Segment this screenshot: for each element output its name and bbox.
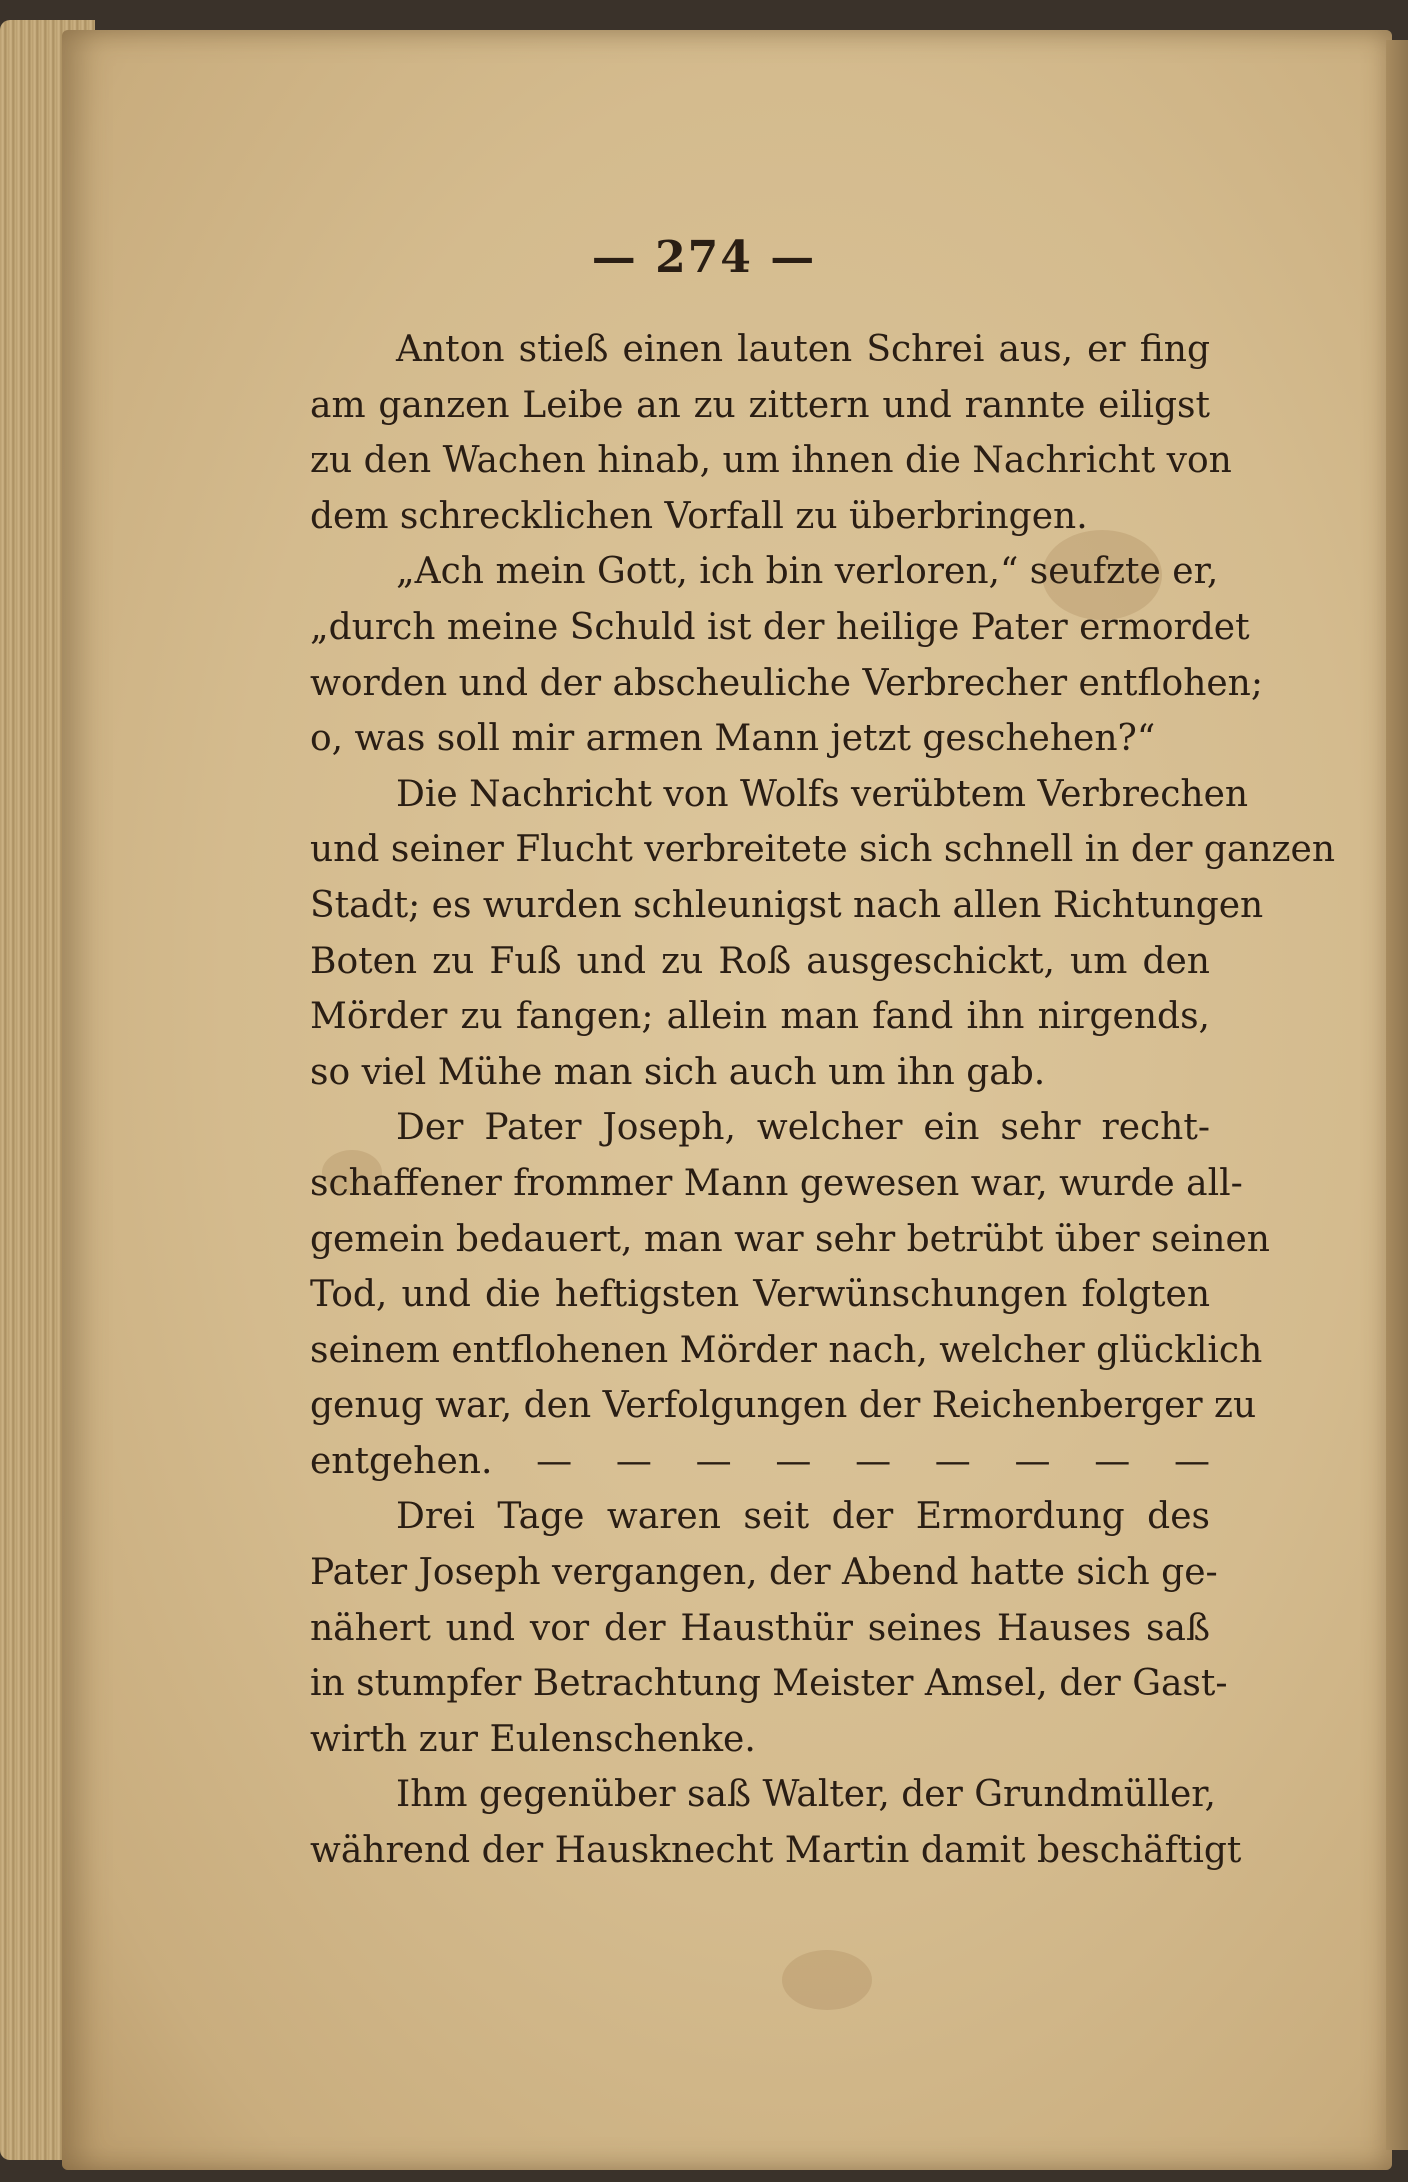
text-line: genug war, den Verfolgungen der Reichenberger zu [310, 1385, 1257, 1427]
text-line: Der Pater Joseph, welcher ein sehr recht- [396, 1107, 1210, 1149]
text-line: Mörder zu fangen; allein man fand ihn nirgends, [310, 996, 1210, 1038]
text-line: Boten zu Fuß und zu Roß ausgeschickt, um den [310, 940, 1210, 982]
text-line: „Ach mein Gott, ich bin verloren,“ seufzte er, [396, 551, 1219, 593]
text-line: Pater Joseph vergangen, der Abend hatte sich ge- [310, 1552, 1218, 1594]
body-text [310, 322, 1335, 1879]
text-line: worden und der abscheuliche Verbrecher entflohen; [310, 662, 1263, 704]
text-line: seinem entflohenen Mörder nach, welcher glücklich [310, 1329, 1263, 1371]
text-line: Die Nachricht von Wolfs verübtem Verbrechen [396, 773, 1249, 815]
text-line: in stumpfer Betrachtung Meister Amsel, der Gast- [310, 1663, 1228, 1705]
text-line: o, was soll mir armen Mann jetzt geschehen?“ [310, 718, 1156, 760]
text-line: nähert und vor der Hausthür seines Hauses saß [310, 1607, 1210, 1649]
text-line: entgehen. — — — — — — — — — [310, 1440, 1210, 1482]
text-line: Anton stieß einen lauten Schrei aus, er fing [396, 329, 1210, 370]
text-line: gemein bedauert, man war sehr betrübt über seinen [310, 1218, 1270, 1260]
text-line: Drei Tage waren seit der Ermordung des [396, 1496, 1210, 1538]
text-line: Stadt; es wurden schleunigst nach allen Richtungen [310, 884, 1264, 926]
text-line: am ganzen Leibe an zu zittern und rannte eiligst [310, 384, 1210, 426]
page-number: — 274 — [591, 232, 817, 283]
text-line: schaffener frommer Mann gewesen war, wurde all- [310, 1162, 1243, 1204]
right-page-edge [1386, 40, 1408, 2150]
text-line: wirth zur Eulenschenke. [310, 1718, 756, 1760]
paper-stain [782, 1950, 872, 2010]
text-line: und seiner Flucht verbreitete sich schnell in der ganzen [310, 829, 1335, 871]
text-line: Tod, und die heftigsten Verwünschungen folgten [310, 1274, 1210, 1316]
text-line: zu den Wachen hinab, um ihnen die Nachricht von [310, 440, 1232, 482]
text-line: während der Hausknecht Martin damit beschäftigt [310, 1830, 1242, 1872]
text-line: dem schrecklichen Vorfall zu überbringen. [310, 495, 1088, 537]
text-line: Ihm gegenüber saß Walter, der Grundmüller, [396, 1774, 1216, 1816]
text-line: so viel Mühe man sich auch um ihn gab. [310, 1051, 1046, 1093]
text-line: „durch meine Schuld ist der heilige Pater ermordet [310, 606, 1250, 648]
